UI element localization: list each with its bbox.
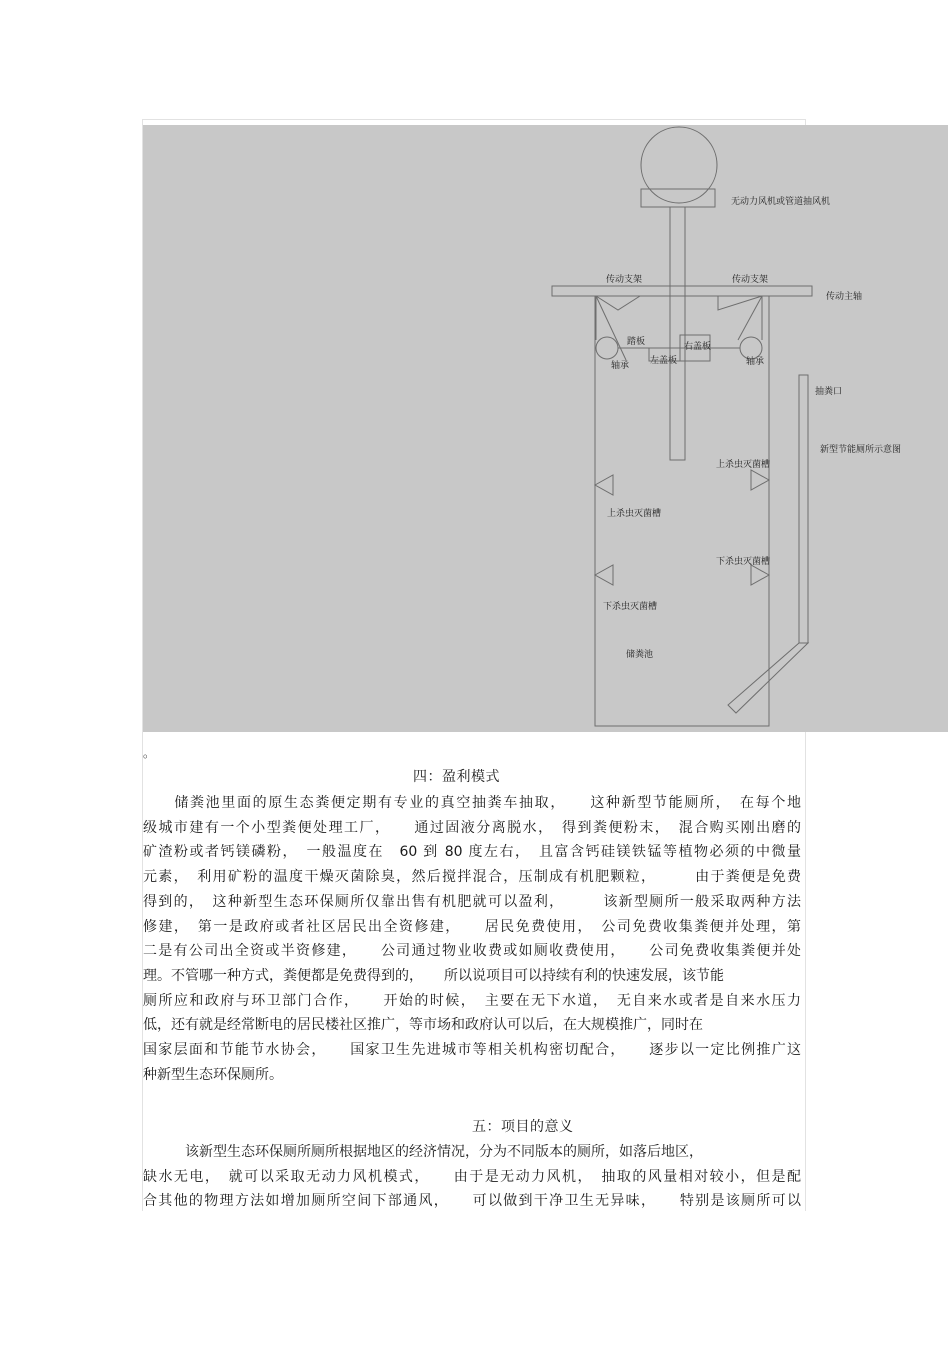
paragraph-line: 厕所应和政府与环卫部门合作， 开始的时候， 主要在无下水道， 无自来水或者是自来水压力 <box>143 992 801 1009</box>
paragraph-line: 国家层面和节能节水协会， 国家卫生先进城市等相关机构密切配合， 逐步以一定比例推广这 <box>143 1042 801 1059</box>
label-lower-tank-right: 下杀虫灭菌槽 <box>716 557 771 567</box>
label-upper-tank-right: 上杀虫灭菌槽 <box>716 460 771 470</box>
label-lower-tank-left: 下杀虫灭菌槽 <box>603 602 658 612</box>
paragraph-line: 该新型生态环保厕所厕所根据地区的经济情况，分为不同版本的厕所，如落后地区， <box>143 1144 703 1160</box>
paragraph-line: 得到的， 这种新型生态环保厕所仅靠出售有机肥就可以盈利， 该新型厕所一般采取两种方法 <box>143 893 801 910</box>
label-bearing-right: 轴承 <box>746 357 765 367</box>
label-pedal: 踏板 <box>627 337 646 347</box>
section-5-body <box>143 1140 801 1214</box>
paragraph-line: 缺水无电， 就可以采取无动力风机模式， 由于是无动力风机， 抽取的风量相对较小，但是配 <box>143 1168 801 1185</box>
label-left-cover: 左盖板 <box>650 356 678 366</box>
diagram-background <box>143 125 948 732</box>
label-bracket-left: 传动支架 <box>606 275 643 285</box>
section-4-body <box>143 791 801 1087</box>
label-caption: 新型节能厕所示意图 <box>820 445 902 455</box>
label-upper-tank-left: 上杀虫灭菌槽 <box>607 509 662 519</box>
label-suction-port: 抽粪口 <box>815 387 843 397</box>
paragraph-line: 元素， 利用矿粉的温度干燥灭菌除臭，然后搅拌混合，压制成有机肥颗粒， 由于粪便是免费 <box>143 869 801 886</box>
paragraph-line: 二是有公司出全资或半资修建， 公司通过物业收费或如厕收费使用， 公司免费收集粪便并处 <box>143 943 801 960</box>
label-fan: 无动力风机或管道抽风机 <box>731 197 831 207</box>
label-bearing-left: 轴承 <box>611 361 630 371</box>
paragraph-line: 理。不管哪一种方式，粪便都是免费得到的， 所以说项目可以持续有利的快速发展，该节能 <box>143 967 724 984</box>
paragraph-line: 合其他的物理方法如增加厕所空间下部通风， 可以做到干净卫生无异味， 特别是该厕所可以 <box>143 1193 801 1210</box>
trailing-period: 。 <box>143 746 156 760</box>
label-right-cover: 右盖板 <box>684 342 712 352</box>
paragraph-line: 矿渣粉或者钙镁磷粉， 一般温度在 60 到 80 度左右， 且富含钙硅镁铁锰等植物必须的中微量 <box>143 844 801 861</box>
paragraph-line: 低，还有就是经常断电的居民楼社区推广，等市场和政府认可以后，在大规模推广，同时在 <box>143 1017 703 1034</box>
section-4-heading: 四：盈利模式 <box>413 769 500 785</box>
label-storage: 储粪池 <box>626 650 654 660</box>
paragraph-line: 级城市建有一个小型粪便处理工厂， 通过固液分离脱水， 得到粪便粉末， 混合购买刚出磨的 <box>143 819 801 836</box>
section-5-heading: 五：项目的意义 <box>472 1119 574 1135</box>
label-main-shaft: 传动主轴 <box>826 292 863 302</box>
paragraph-line: 修建， 第一是政府或者社区居民出全资修建， 居民免费使用， 公司免费收集粪便并处理，第 <box>143 918 801 935</box>
toilet-diagram <box>143 125 948 732</box>
paragraph-line: 种新型生态环保厕所。 <box>143 1066 283 1083</box>
toilet-diagram-svg <box>143 125 948 732</box>
label-bracket-right: 传动支架 <box>732 275 769 285</box>
paragraph-line: 储粪池里面的原生态粪便定期有专业的真空抽粪车抽取， 这种新型节能厕所， 在每个地 <box>143 795 801 811</box>
